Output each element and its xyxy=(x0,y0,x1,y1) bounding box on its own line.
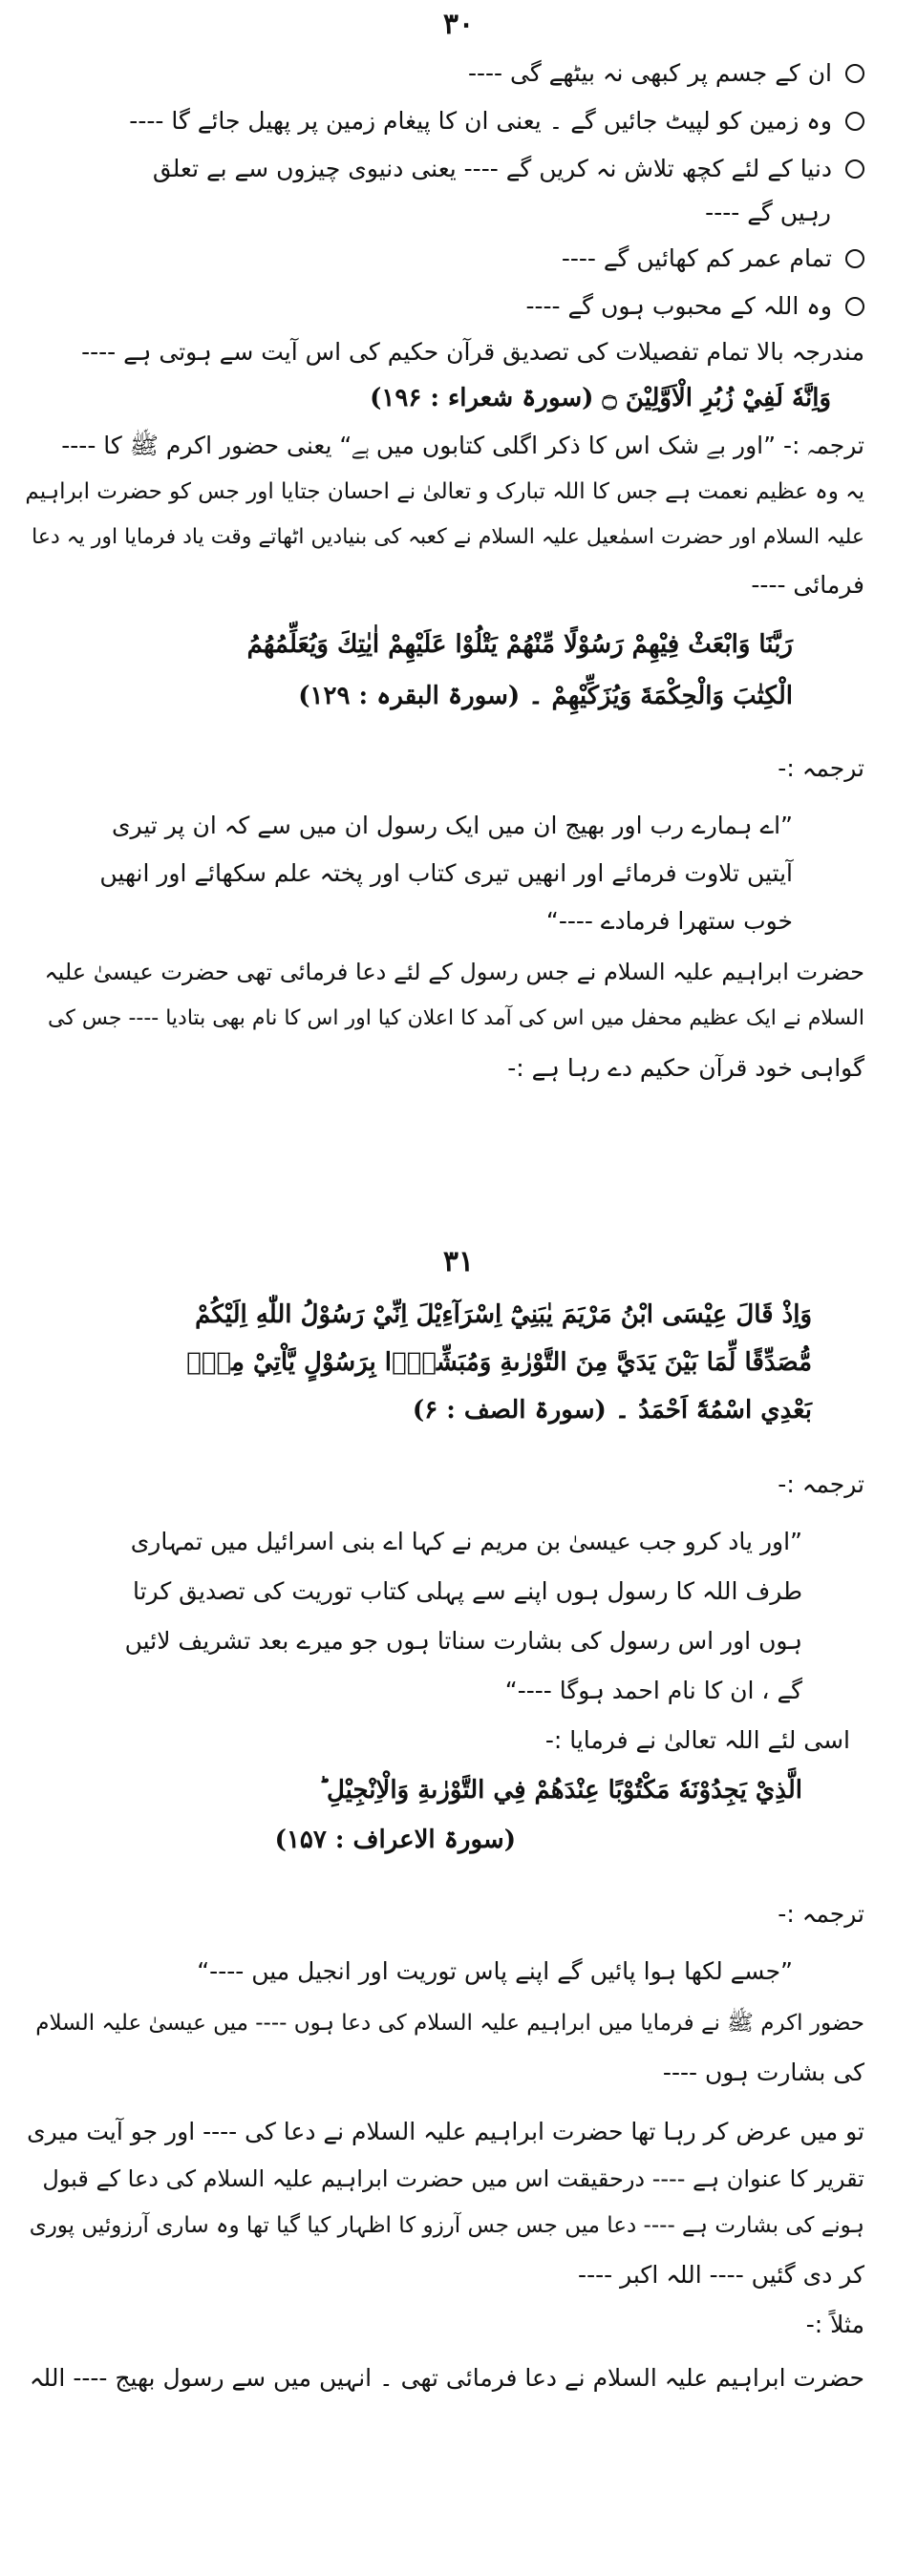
translation-label: ترجمہ :- xyxy=(778,754,864,782)
paragraph-line: علیہ السلام اور حضرت اسمٰعیل علیہ السلام نے کعبہ کی بنیادیں اٹھاتے وقت یاد فرمایا اور یہ دعا xyxy=(32,525,864,549)
translation-line: آیتیں تلاوت فرمائے اور انھیں تیری کتاب اور پختہ علم سکھائے اور انھیں xyxy=(99,859,793,887)
quran-verse: وَاِذْ قَالَ عِيْسَى ابْنُ مَرْيَمَ يٰبَنِيْٓ اِسْرَآءِيْلَ اِنِّيْ رَسُوْلُ اللّٰهِ اِلَيْكُمْ xyxy=(195,1300,812,1329)
quran-verse: وَاِنَّهٗ لَفِيْ زُبُرِ الْاَوَّلِيْنَ ۝ (سورۃ شعراء : ۱۹۶) xyxy=(370,384,831,412)
paragraph-line: یہ وہ عظیم نعمت ہے جس کا اللہ تبارک و تعالیٰ نے احسان جتایا اور جس کو حضرت ابراہیم xyxy=(25,479,864,504)
translation-line: خوب ستھرا فرمادے ----“ xyxy=(545,907,793,935)
circle-bullet-icon xyxy=(845,159,864,179)
bullet-item: وہ زمین کو لپیٹ جائیں گے ۔ یعنی ان کا پیغام زمین پر پھیل جائے گا ---- xyxy=(129,107,864,136)
page-31 xyxy=(0,1241,917,2576)
paragraph-line: ہونے کی بشارت ہے ---- دعا میں جس جس آرزو کا اظہار کیا گیا تھا وہ ساری آرزوئیں پوری xyxy=(29,2213,864,2238)
page-30 xyxy=(0,0,917,1241)
quran-verse-reference: (سورۃ الاعراف : ۱۵۷) xyxy=(274,1826,516,1854)
quran-verse: بَعْدِي اسْمُهٗٓ اَحْمَدُ ۔ (سورۃ الصف : ۶) xyxy=(412,1396,812,1425)
paragraph-line: فرمائی ---- xyxy=(751,571,864,599)
circle-bullet-icon xyxy=(845,112,864,131)
paragraph-line: السلام نے ایک عظیم محفل میں اس کی آمد کا اعلان کیا اور اس کا نام بھی بتادیا ---- جس کی xyxy=(48,1006,864,1030)
translation-line: گے ، ان کا نام احمد ہوگا ----“ xyxy=(504,1677,802,1704)
translation-label: ترجمہ :- xyxy=(778,1470,864,1498)
circle-bullet-icon xyxy=(845,64,864,83)
circle-bullet-icon xyxy=(845,249,864,268)
page-number: ۳۰ xyxy=(442,8,475,41)
translation: ترجمہ :- ”اور بے شک اس کا ذکر اگلی کتابوں میں ہے“ یعنی حضور اکرم ﷺ کا ---- xyxy=(61,432,864,459)
bullet-continuation: رہیں گے ---- xyxy=(705,199,831,226)
quran-verse: مُّصَدِّقًا لِّمَا بَيْنَ يَدَيَّ مِنَ التَّوْرٰىةِ وَمُبَشِّرًۢا بِرَسُوْلٍ يَّاْتِيْ مِنْۢ xyxy=(186,1348,812,1377)
example-label: مثلاً :- xyxy=(805,2311,864,2338)
paragraph-line: حضرت ابراہیم علیہ السلام نے دعا فرمائی تھی ۔ انہیں میں سے رسول بھیج ---- اللہ xyxy=(29,2364,864,2392)
paragraph-line: تو میں عرض کر رہا تھا حضرت ابراہیم علیہ السلام نے دعا کی ---- اور جو آیت میری xyxy=(27,2118,864,2145)
translation-line: ہوں اور اس رسول کی بشارت سناتا ہوں جو میرے بعد تشریف لائیں xyxy=(124,1627,802,1655)
translation-line: ”اے ہمارے رب اور بھیج ان میں ایک رسول ان میں سے کہ ان پر تیری xyxy=(111,812,793,839)
page-number: ۳۱ xyxy=(442,1245,475,1278)
bullet-item: وہ اللہ کے محبوب ہوں گے ---- xyxy=(525,292,864,321)
translation-line: ”اور یاد کرو جب عیسیٰ بن مریم نے کہا اے بنی اسرائیل میں تمہاری xyxy=(130,1528,802,1555)
intro-text: مندرجہ بالا تمام تفصیلات کی تصدیق قرآن حکیم کی اس آیت سے ہوتی ہے ---- xyxy=(81,338,864,366)
paragraph-line: گواہی خود قرآن حکیم دے رہا ہے :- xyxy=(507,1054,864,1082)
translation-label: ترجمہ :- xyxy=(778,1900,864,1928)
translation-line: طرف اللہ کا رسول ہوں اپنے سے پہلی کتاب توریت کی تصدیق کرتا xyxy=(132,1577,802,1605)
paragraph-line: کی بشارت ہوں ---- xyxy=(662,2059,864,2086)
quran-verse: رَبَّنَا وَابْعَثْ فِيْهِمْ رَسُوْلًا مِّنْهُمْ يَتْلُوْا عَلَيْهِمْ اٰيٰتِكَ وَيُعَلِّمُهُمُ xyxy=(246,630,793,659)
bullet-item: تمام عمر کم کھائیں گے ---- xyxy=(562,244,864,273)
paragraph-line: تقریر کا عنوان ہے ---- درحقیقت اس میں حضرت ابراہیم علیہ السلام کی دعا کے قبول xyxy=(42,2165,864,2192)
quran-verse: الَّذِيْ يَجِدُوْنَهٗ مَكْتُوْبًا عِنْدَهُمْ فِي التَّوْرٰىةِ وَالْاِنْجِيْلِ ؕ xyxy=(318,1776,802,1805)
paragraph-line: حضرت ابراہیم علیہ السلام نے جس رسول کے لئے دعا فرمائی تھی حضرت عیسیٰ علیہ xyxy=(44,959,864,985)
bullet-item: ان کے جسم پر کبھی نہ بیٹھے گی ---- xyxy=(468,59,864,88)
bullet-item: دنیا کے لئے کچھ تلاش نہ کریں گے ---- یعنی دنیوی چیزوں سے بے تعلق xyxy=(153,155,864,183)
quran-verse: الْكِتٰبَ وَالْحِكْمَةَ وَيُزَكِّيْهِمْ ۔ (سورۃ البقرہ : ۱۲۹) xyxy=(298,682,793,710)
intro-text: اسی لئے اللہ تعالیٰ نے فرمایا :- xyxy=(544,1726,850,1754)
translation-line: ”جسے لکھا ہوا پائیں گے اپنے پاس توریت اور انجیل میں ----“ xyxy=(197,1957,793,1985)
paragraph-line: کر دی گئیں ---- اللہ اکبر ---- xyxy=(578,2261,864,2289)
paragraph-line: حضور اکرم ﷺ نے فرمایا میں ابراہیم علیہ السلام کی دعا ہوں ---- میں عیسیٰ علیہ السلام xyxy=(35,2011,864,2036)
circle-bullet-icon xyxy=(845,297,864,316)
